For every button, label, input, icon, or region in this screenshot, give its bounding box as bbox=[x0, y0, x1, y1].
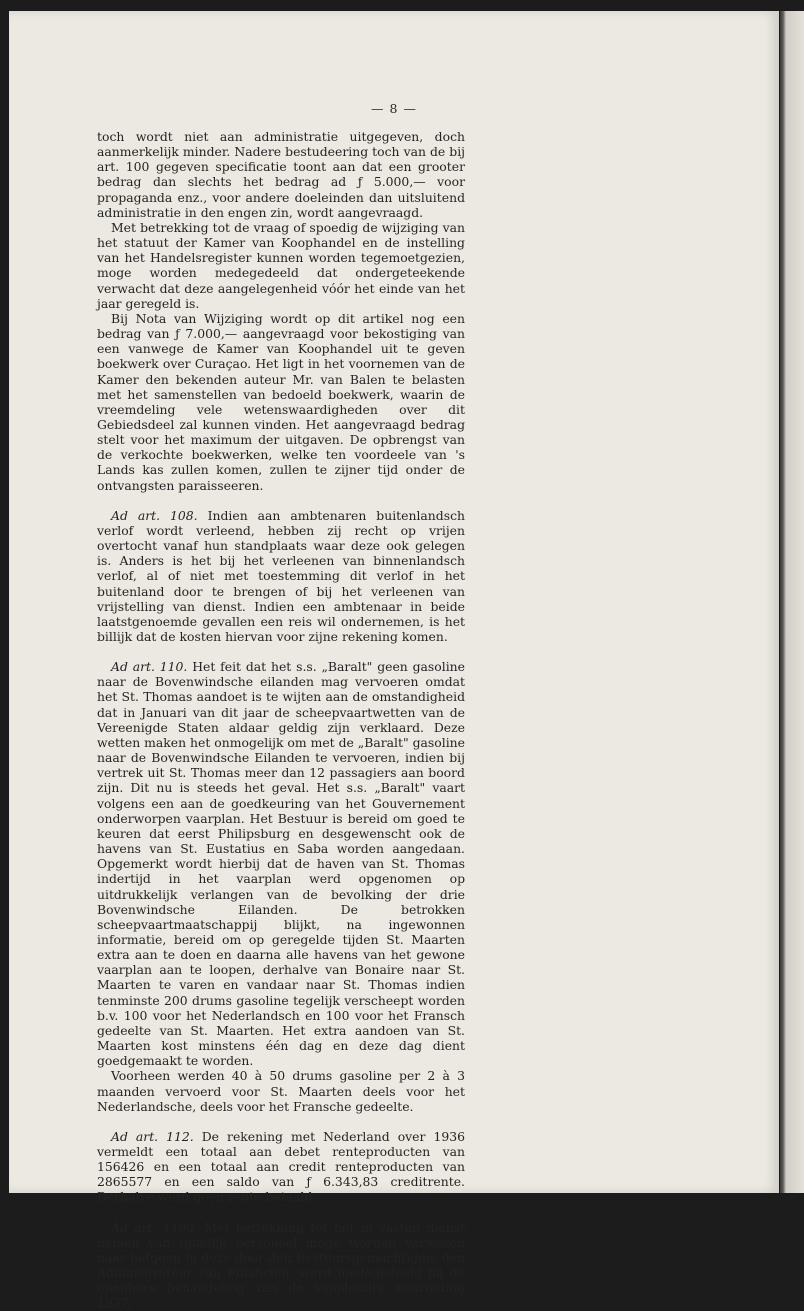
paragraph-text: De rekening met Nederland over 1936 vermeldt een totaal aan debet renteproducten van 156426 en een totaal aan credit renteproducten van 2865577 en een saldo van ƒ 6.343,83 creditrente. Derhalve werd geen rente betaald. bbox=[97, 1128, 465, 1205]
paragraph bbox=[97, 220, 465, 311]
paragraph-text: Met betrekking tot het in vasten dienst nemen van tijdelijk personeel moge worden verwezen naar hetgeen in deze door den Bestuursgemachtigde, den Administrateur van Financien, werd medegedeeld bij de openbare behandeling van de suppletoire begrooting 1937. bbox=[97, 1219, 465, 1311]
paragraph-text: Indien aan ambtenaren buitenlandsch verlof wordt verleend, hebben zij recht op vrijen overtocht vanaf hun standplaats waar deze ook gelegen is. Anders is het bij het verleenen van binnenlandsch verlof, al of niet met toestemming dit verlof in het buitenland door te brengen of bij het verleenen van vrijstelling van dienst. Indien een ambtenaar in beide laatstgenoemde gevallen een reis wil ondernemen, is het billijk dat de kosten hiervan voor zijne rekening komen. bbox=[97, 507, 465, 644]
paragraph-text: toch wordt niet aan administratie uitgegeven, doch aanmerkelijk minder. Nadere bestudeering toch van de bij art. 100 gegeven specificatie toont aan dat een grooter bedrag dan slechts het bedrag ad ƒ 5.000,— voor propaganda enz., voor andere doeleinden dan uitsluitend administratie in den engen zin, wordt aangevraagd. bbox=[97, 129, 465, 220]
paragraph bbox=[97, 129, 465, 220]
body-text bbox=[97, 129, 465, 1311]
article-reference: Ad art. 112. bbox=[111, 1128, 194, 1144]
document-page bbox=[9, 11, 779, 1311]
paragraph-text: Met betrekking tot de vraag of spoedig de wijziging van het statuut der Kamer van Koophandel en de instelling van het Handelsregister kunnen worden tegemoetgezien, moge worden medegedeeld dat ondergeteekende verwacht dat deze aangelegenheid vóór het einde van het jaar geregeld is. bbox=[97, 219, 465, 311]
paragraph bbox=[97, 1129, 465, 1205]
paragraph-text: Het feit dat het s.s. „Baralt" geen gasoline naar de Bovenwindsche eilanden mag vervoeren omdat het St. Thomas aandoet is te wijten aan de omstandigheid dat in Januari van dit jaar de scheepvaartwetten van de Vereenigde Staten aldaar geldig zijn verklaard. Deze wetten maken het onmogelijk om met de „Baralt" gasoline naar de Bovenwindsche Eilanden te vervoeren, indien bij vertrek uit St. Thomas meer dan 12 passagiers aan boord zijn. Dit nu is steeds het geval. Het s.s. „Baralt" vaart volgens een aan de goedkeuring van het Gouvernement onderworpen vaarplan. Het Bestuur is bereid om goed te keuren dat eerst Philipsburg en desgewenscht ook de havens van St. Eustatius en Saba worden aangedaan. Opgemerkt wordt hierbij dat de haven van St. Thomas indertijd in het vaarplan werd opgenomen op uitdrukkelijk verlangen van de bevolking der drie Bovenwindsche Eilanden. De betrokken scheepvaartmaatschappij blijkt, na ingewonnen informatie, bereid om op geregelde tijden St. Maarten extra aan te doen en daarna alle havens van het gewone vaarplan aan te loopen, derhalve van Bonaire naar St. Maarten te varen en vandaar naar St. Thomas indien tenminste 200 drums gasoline tegelijk verscheept worden b.v. 100 voor het Nederlandsch en 100 voor het Fransch gedeelte van St. Maarten. Het extra aandoen van St. Maarten kost minstens één dag en deze dag dient goedgemaakt te worden. bbox=[97, 659, 465, 1069]
article-reference: Ad art. 108. bbox=[111, 507, 198, 523]
paragraph-text: Bij Nota van Wijziging wordt op dit artikel nog een bedrag van ƒ 7.000,— aangevraagd voor bekostiging van een vanwege de Kamer van Koophandel uit te geven boekwerk over Curaçao. Het ligt in het voornemen van de Kamer den bekenden auteur Mr. van Balen te belasten met het samenstellen van bedoeld boekwerk, waarin de vreemdeling vele wetenswaardigheden over dit Gebiedsdeel zal kunnen vinden. Het aangevraagd bedrag stelt voor het maximum der uitgaven. De opbrengst van de verkochte boekwerken, welke ten voordeele van 's Lands kas zullen komen, zullen te zijner tijd onder de ontvangsten paraisseeren. bbox=[97, 310, 465, 493]
adjacent-page-edge bbox=[780, 11, 804, 1193]
paragraph bbox=[97, 508, 465, 644]
article-reference: Ad art. 110. bbox=[111, 659, 188, 675]
paragraph bbox=[97, 1068, 465, 1113]
article-reference: Ad art. 119a. bbox=[111, 1219, 198, 1235]
paragraph bbox=[97, 311, 465, 493]
paragraph bbox=[97, 1220, 465, 1311]
paragraph-text: Voorheen werden 40 à 50 drums gasoline per 2 à 3 maanden vervoerd voor St. Maarten deels voor het Nederlandsche, deels voor het Fransche gedeelte. bbox=[97, 1068, 465, 1114]
paragraph bbox=[97, 659, 465, 1068]
page-number: — 8 — bbox=[371, 101, 417, 116]
